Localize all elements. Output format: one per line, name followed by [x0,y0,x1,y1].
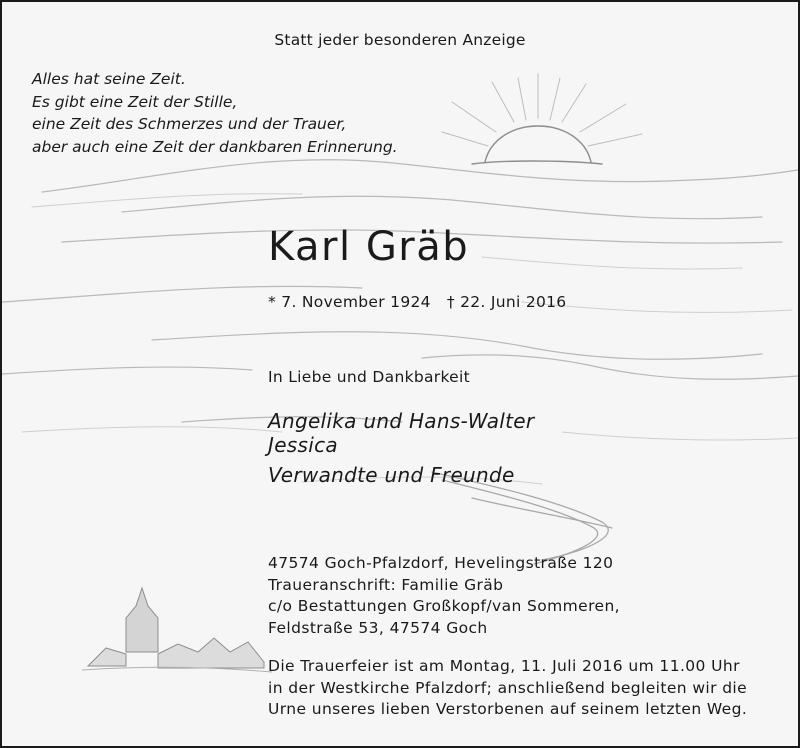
motto-line: aber auch eine Zeit der dankbaren Erinnerung. [32,137,398,156]
life-dates [268,293,566,311]
motto-line: Es gibt eine Zeit der Stille, [32,92,238,111]
motto-verse [32,68,398,158]
mourners-list [268,409,534,487]
address-line: 47574 Goch-Pfalzdorf, Hevelingstraße 120 [268,554,614,572]
motto-line: eine Zeit des Schmerzes und der Trauer, [32,115,347,133]
death-date: † 22. Juni 2016 [446,293,567,311]
funeral-line: Die Trauerfeier ist am Montag, 11. Juli 2016 um 11.00 Uhr [268,657,740,675]
mourning-address [268,553,620,639]
notice-header: Statt jeder besonderen Anzeige [274,31,526,49]
funeral-line: in der Westkirche Pfalzdorf; anschließend begleiten wir die [268,678,748,697]
motto-line: Alles hat seine Zeit. [32,70,186,88]
mourner-name: Angelika und Hans-Walter [268,409,535,433]
deceased-name: Karl Gräb [268,224,470,270]
funeral-line: Urne unseres lieben Verstorbenen auf seinem letzten Weg. [268,700,748,718]
address-line: Traueranschrift: Familie Gräb [268,575,504,594]
mourner-name: Verwandte und Freunde [268,463,515,487]
address-line: c/o Bestattungen Großkopf/van Sommeren, [268,597,621,615]
address-line: Feldstraße 53, 47574 Goch [268,618,488,637]
birth-date: * 7. November 1924 [268,293,431,311]
funeral-notice [268,656,747,721]
mourner-name: Jessica [268,433,338,457]
thanks-line: In Liebe und Dankbarkeit [268,368,471,386]
